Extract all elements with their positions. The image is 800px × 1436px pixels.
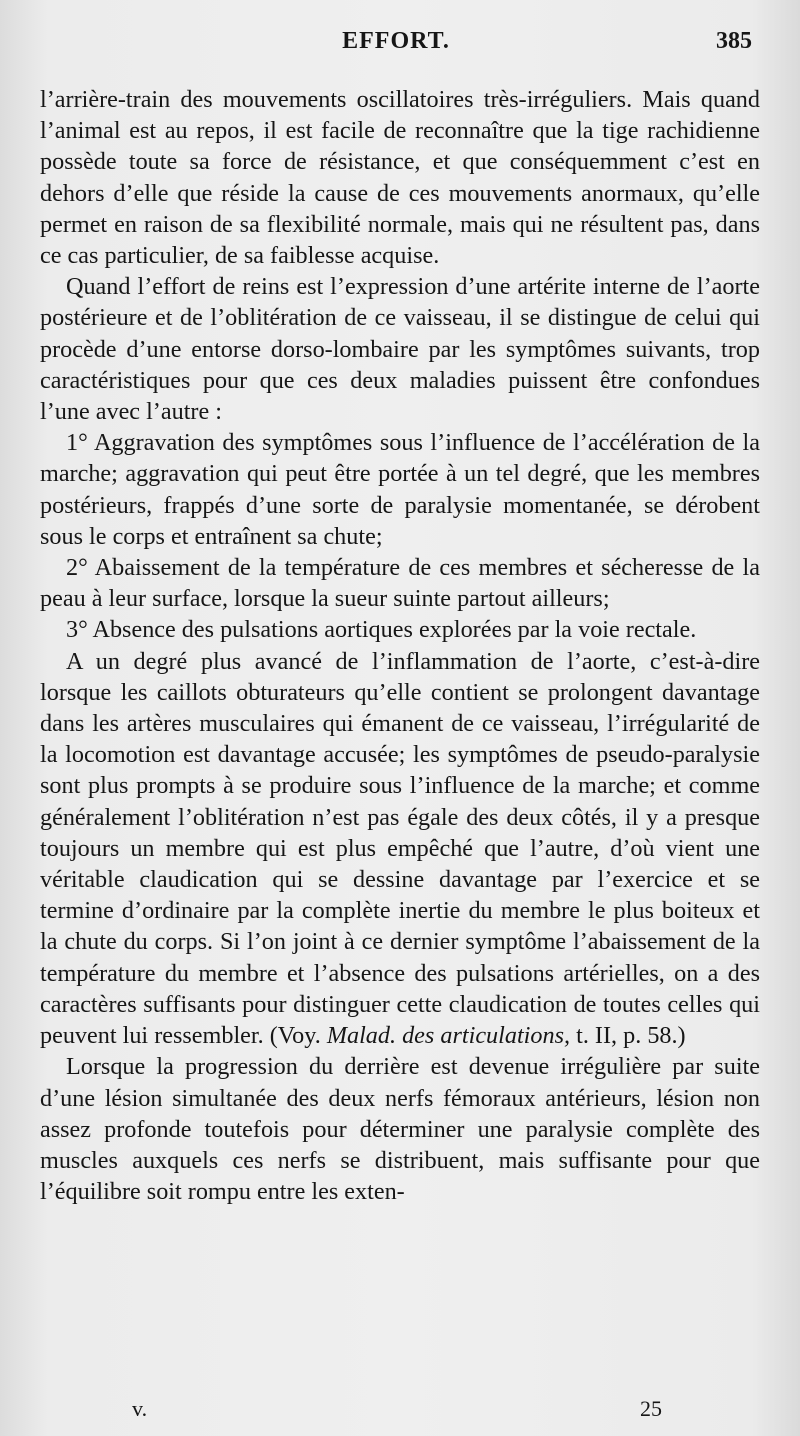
list-item-2 — [40, 552, 760, 614]
paragraph — [40, 271, 760, 427]
paragraph-text-tail: t. II, p. 58.) — [570, 1022, 686, 1050]
paragraph-text: l’arrière-train des mouvements oscillatoires très-irréguliers. Mais quand l’animal est au repos, il est facile de reconnaître que la tige rachidienne possède toute sa force de résistance, et que conséquemment c’est en dehors d’elle que réside la cause de ces mouvements anormaux, qu’elle permet en raison de sa flexibilité normale, mais qui ne résultent pas, dans ce cas particulier, de sa faiblesse acquise. — [40, 86, 760, 270]
signature-mark: v. — [132, 1396, 148, 1421]
running-title: EFFORT. — [342, 28, 450, 54]
paragraph-text: 3° Absence des pulsations aortiques explorées par la voie rectale. — [66, 616, 697, 644]
paragraph-text: Quand l’effort de reins est l’expression d’une artérite interne de l’aorte postérieure et de l’oblitération de ce vaisseau, il se distingue de celui qui procède d’une entorse dorso-lombaire par les symptômes suivants, trop caractéristiques pour que ces deux maladies puissent être confondues l’une avec l’autre : — [40, 273, 760, 426]
paragraph-text: A un degré plus avancé de l’inflammation de l’aorte, c’est-à-dire lorsque les caillots obturateurs qu’elle contient se prolongent davantage dans les artères musculaires qui émanent de ce vaisseau, l’irrégularité de la locomotion est davantage accusée; les symptômes de pseudo-paralysie sont plus prompts à se produire sous l’influence de la marche; et comme généralement l’oblitération n’est pas égale des deux côtés, il y a presque toujours un membre qui est plus empêché que l’autre, d’où vient une véritable claudication qui se dessine davantage par l’exercice et se termine d’ordinaire par la complète inertie du membre le plus boiteux et la chute du corps. Si l’on joint à ce dernier symptôme l’abaissement de la température du membre et l’absence des pulsations artérielles, on a des caractères suffisants pour distinguer cette claudication de toutes celles qui peuvent lui ressembler. (Voy. — [40, 647, 760, 1050]
page-number: 385 — [716, 28, 752, 54]
paragraph-text: 1° Aggravation des symptômes sous l’influence de l’accélération de la marche; aggravation qui peut être portée à un tel degré, que les membres postérieurs, frappés d’une sorte de paralysie momentanée, se dérobent sous le corps et entraînent sa chute; — [40, 429, 760, 550]
body-text — [40, 84, 760, 1207]
paragraph-continuation — [40, 84, 760, 271]
italic-reference: Malad. des articulations, — [326, 1022, 571, 1050]
running-header — [40, 28, 752, 62]
sheet-number: 25 — [640, 1396, 662, 1421]
paragraph — [40, 1051, 760, 1207]
paragraph-text: 2° Abaissement de la température de ces membres et sécheresse de la peau à leur surface, lorsque la sueur suinte partout ailleurs; — [40, 554, 760, 613]
list-item-3 — [40, 614, 760, 645]
paragraph-text: Lorsque la progression du derrière est devenue irrégulière par suite d’une lésion simultanée des deux nerfs fémoraux antérieurs, lésion non assez profonde toutefois pour déterminer une paralysie complète des muscles auxquels ces nerfs se distribuent, mais suffisante pour que l’équilibre soit rompu entre les exten- — [40, 1053, 760, 1206]
paragraph — [40, 646, 760, 1052]
page-footer — [40, 1396, 752, 1426]
list-item-1 — [40, 427, 760, 552]
